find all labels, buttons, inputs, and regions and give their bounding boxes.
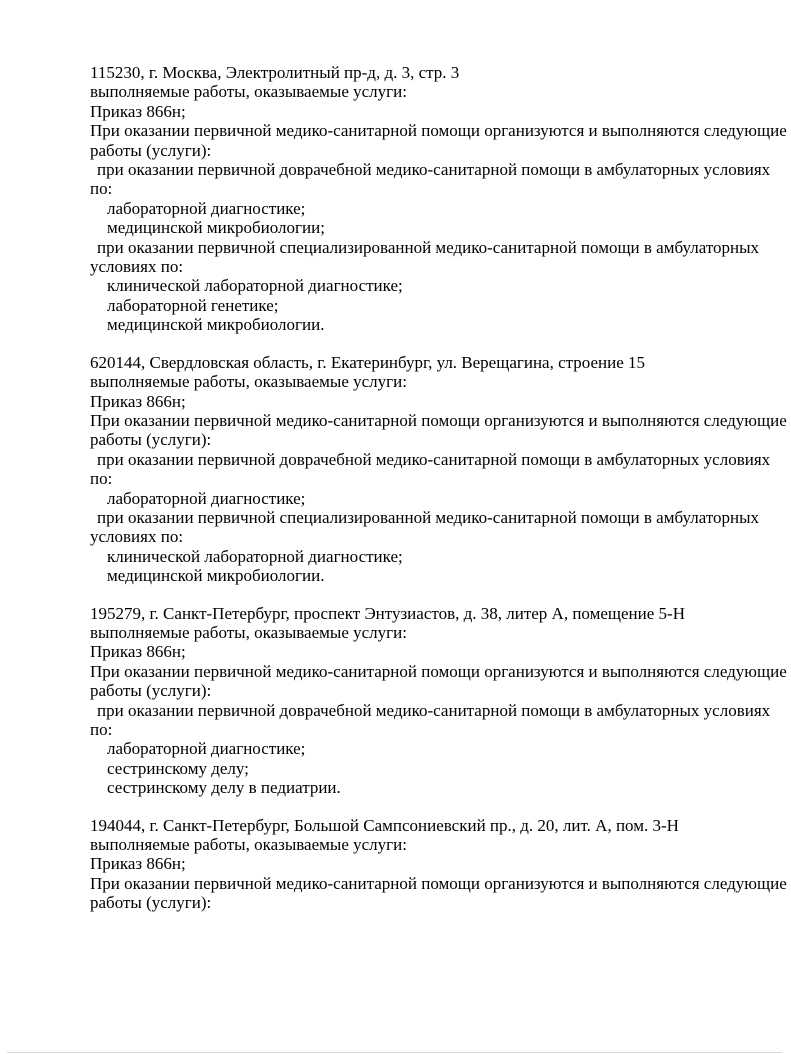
text-line: при оказании первичной специализированной медико-санитарной помощи в амбулаторных [97,507,760,527]
text-line: работы (услуги): [90,893,212,913]
text-line: При оказании первичной медико-санитарной помощи организуются и выполняются следующие [90,410,787,430]
text-line: при оказании первичной специализированной медико-санитарной помощи в амбулаторных [97,237,760,257]
address-line: 195279, г. Санкт-Петербург, проспект Энтузиастов, д. 38, литер А, помещение 5-Н [90,603,685,623]
document-content [90,63,787,931]
text-line: работы (услуги): [90,681,212,701]
address-line: 194044, г. Санкт-Петербург, Большой Сампсониевский пр., д. 20, лит. А, пом. 3-Н [90,815,679,835]
text-line: медицинской микробиологии. [107,566,325,586]
text-line: лабораторной диагностике; [107,739,306,759]
text-line: выполняемые работы, оказываемые услуги: [90,372,407,392]
license-address-section [90,603,787,798]
text-line: лабораторной диагностике; [107,198,306,218]
text-line: по: [90,179,113,199]
page-bottom-border [7,1052,782,1053]
text-line: При оказании первичной медико-санитарной помощи организуются и выполняются следующие [90,873,787,893]
address-line: 620144, Свердловская область, г. Екатеринбург, ул. Верещагина, строение 15 [90,352,646,372]
text-line: при оказании первичной доврачебной медико-санитарной помощи в амбулаторных условиях [97,700,771,720]
license-address-section [90,352,787,586]
text-line: работы (услуги): [90,140,212,160]
text-line: выполняемые работы, оказываемые услуги: [90,622,407,642]
text-line: медицинской микробиологии. [107,315,325,335]
text-line: Приказ 866н; [90,391,186,411]
text-line: медицинской микробиологии; [107,218,325,238]
text-line: по: [90,720,113,739]
license-address-section [90,815,787,913]
text-line: при оказании первичной доврачебной медико-санитарной помощи в амбулаторных условиях [97,449,771,469]
text-line: условиях по: [90,257,184,277]
license-address-section [90,63,787,335]
text-line: работы (услуги): [90,430,212,450]
text-line: Приказ 866н; [90,642,186,662]
text-line: Приказ 866н; [90,101,186,121]
text-line: При оказании первичной медико-санитарной помощи организуются и выполняются следующие [90,661,787,681]
text-line: сестринскому делу в педиатрии. [107,778,341,798]
text-line: сестринскому делу; [107,758,249,778]
text-line: клинической лабораторной диагностике; [107,276,403,296]
text-line: выполняемые работы, оказываемые услуги: [90,82,407,102]
text-line: клинической лабораторной диагностике; [107,546,403,566]
text-line: выполняемые работы, оказываемые услуги: [90,835,407,855]
text-line: при оказании первичной доврачебной медико-санитарной помощи в амбулаторных условиях [97,160,771,180]
address-line: 115230, г. Москва, Электролитный пр-д, д. 3, стр. 3 [90,63,460,82]
text-line: лабораторной диагностике; [107,488,306,508]
text-line: по: [90,469,113,489]
text-line: лабораторной генетике; [107,295,279,315]
text-line: Приказ 866н; [90,854,186,874]
text-line: При оказании первичной медико-санитарной помощи организуются и выполняются следующие [90,121,787,141]
text-line: условиях по: [90,527,184,547]
